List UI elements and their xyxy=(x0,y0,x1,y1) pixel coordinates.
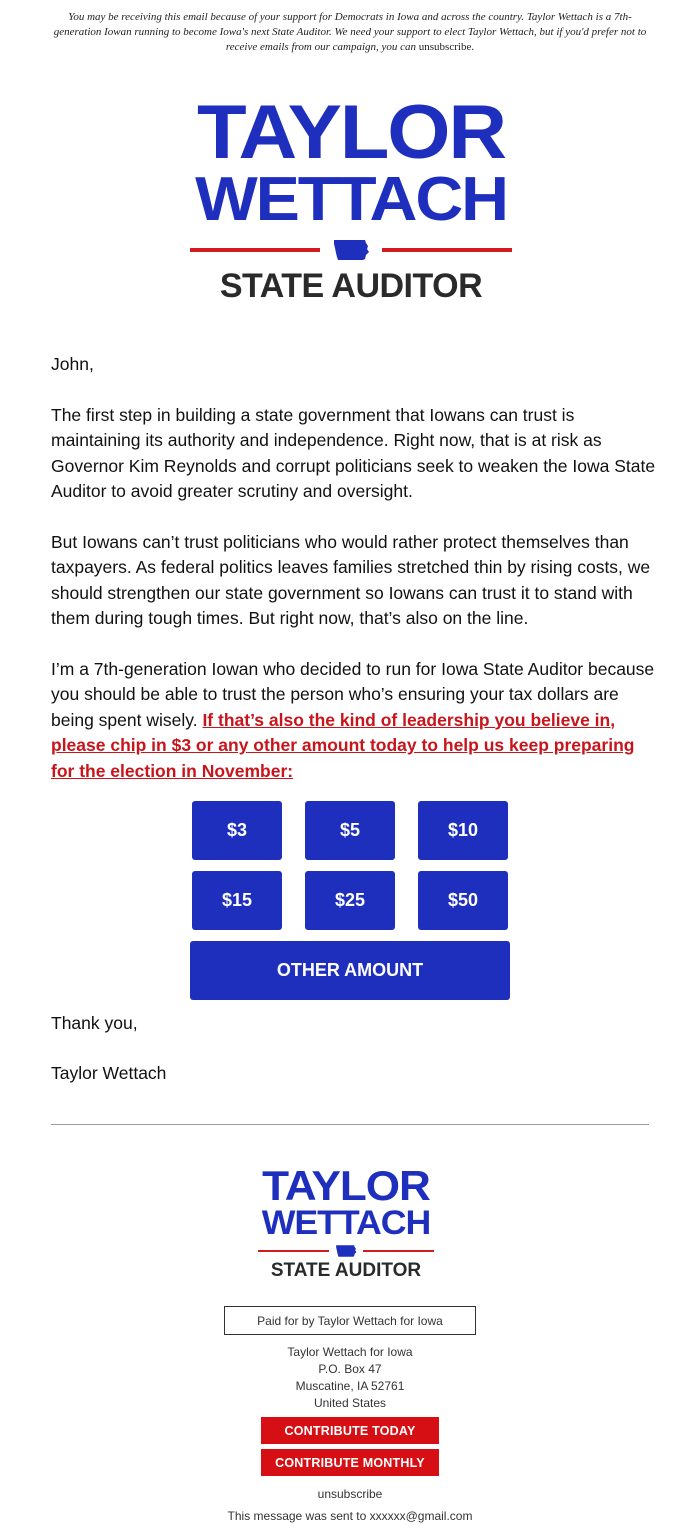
footer-logo-office-title: STATE AUDITOR xyxy=(270,1260,422,1281)
address-country: United States xyxy=(313,1396,387,1410)
logo-office-title: STATE AUDITOR xyxy=(219,267,483,305)
logo-last-name: WETTACH xyxy=(195,165,507,234)
footer-logo-divider xyxy=(258,1244,434,1257)
sent-to-notice: This message was sent to xxxxxx@gmail.com xyxy=(227,1509,473,1523)
donate-cta-link[interactable]: If that’s also the kind of leadership you believe in, please chip in $3 or any other amount today to help us keep preparing for the election in November: xyxy=(51,709,635,781)
address-po-box: P.O. Box 47 xyxy=(318,1362,382,1376)
paragraph-3-text: I’m a 7th-generation Iowan who decided to run for Iowa State Auditor because you should be able to trust the person who’s ensuring your tax dollars are being spent wisely. xyxy=(51,658,655,730)
letter-body xyxy=(51,352,656,809)
closing: Thank you, xyxy=(51,1013,138,1033)
footer-logo-first-name: TAYLOR xyxy=(262,1162,430,1209)
preheader-text: You may be receiving this email because of your support for Democrats in Iowa and across the country. Taylor Wettach is a 7th-generation Iowan running to become Iowa's next State Auditor. We need your support to elect Taylor Wettach, but if you'd prefer not to receive emails from our campaign, you can xyxy=(53,11,647,53)
donate-button-25[interactable]: $25 xyxy=(305,871,395,930)
footer-campaign-logo xyxy=(258,1162,434,1281)
iowa-state-icon xyxy=(335,1244,357,1258)
donate-other-amount-button[interactable]: OTHER AMOUNT xyxy=(190,941,510,1000)
paragraph-2: But Iowans can’t trust politicians who would rather protect themselves than taxpayers. As federal politics leaves families stretched thin by rising costs, we should strengthen our state government so Iowans can trust it to stand with them during tough times. But right now, that’s also on the line. xyxy=(51,531,651,628)
contribute-today-button[interactable]: CONTRIBUTE TODAY xyxy=(261,1417,439,1444)
footer-logo-last-name: WETTACH xyxy=(261,1204,431,1242)
donate-button-3[interactable]: $3 xyxy=(192,801,282,860)
paid-for-disclaimer: Paid for by Taylor Wettach for Iowa xyxy=(224,1306,476,1335)
address-name: Taylor Wettach for Iowa xyxy=(287,1345,413,1359)
iowa-state-icon xyxy=(332,238,370,262)
footer-unsubscribe-link[interactable]: unsubscribe xyxy=(317,1487,383,1501)
preheader-disclaimer xyxy=(48,10,652,55)
preheader-unsubscribe-link[interactable]: unsubscribe. xyxy=(418,41,475,53)
campaign-logo xyxy=(190,90,512,305)
address-city: Muscatine, IA 52761 xyxy=(295,1379,405,1393)
donate-button-5[interactable]: $5 xyxy=(305,801,395,860)
logo-divider xyxy=(190,239,512,261)
footer-divider xyxy=(51,1124,649,1125)
logo-first-name: TAYLOR xyxy=(197,90,505,175)
donate-button-10[interactable]: $10 xyxy=(418,801,508,860)
signature: Taylor Wettach xyxy=(51,1063,167,1083)
paragraph-3 xyxy=(51,657,656,785)
paragraph-1: The first step in building a state government that Iowans can trust is maintaining its authority and independence. Right now, that is at risk as Governor Kim Reynolds and corrupt politicians seek to weaken the Iowa State Auditor to avoid greater scrutiny and oversight. xyxy=(51,404,656,501)
donate-button-50[interactable]: $50 xyxy=(418,871,508,930)
donate-button-15[interactable]: $15 xyxy=(192,871,282,930)
mailing-address xyxy=(200,1344,500,1412)
greeting: John, xyxy=(51,354,94,374)
contribute-monthly-button[interactable]: CONTRIBUTE MONTHLY xyxy=(261,1449,439,1476)
